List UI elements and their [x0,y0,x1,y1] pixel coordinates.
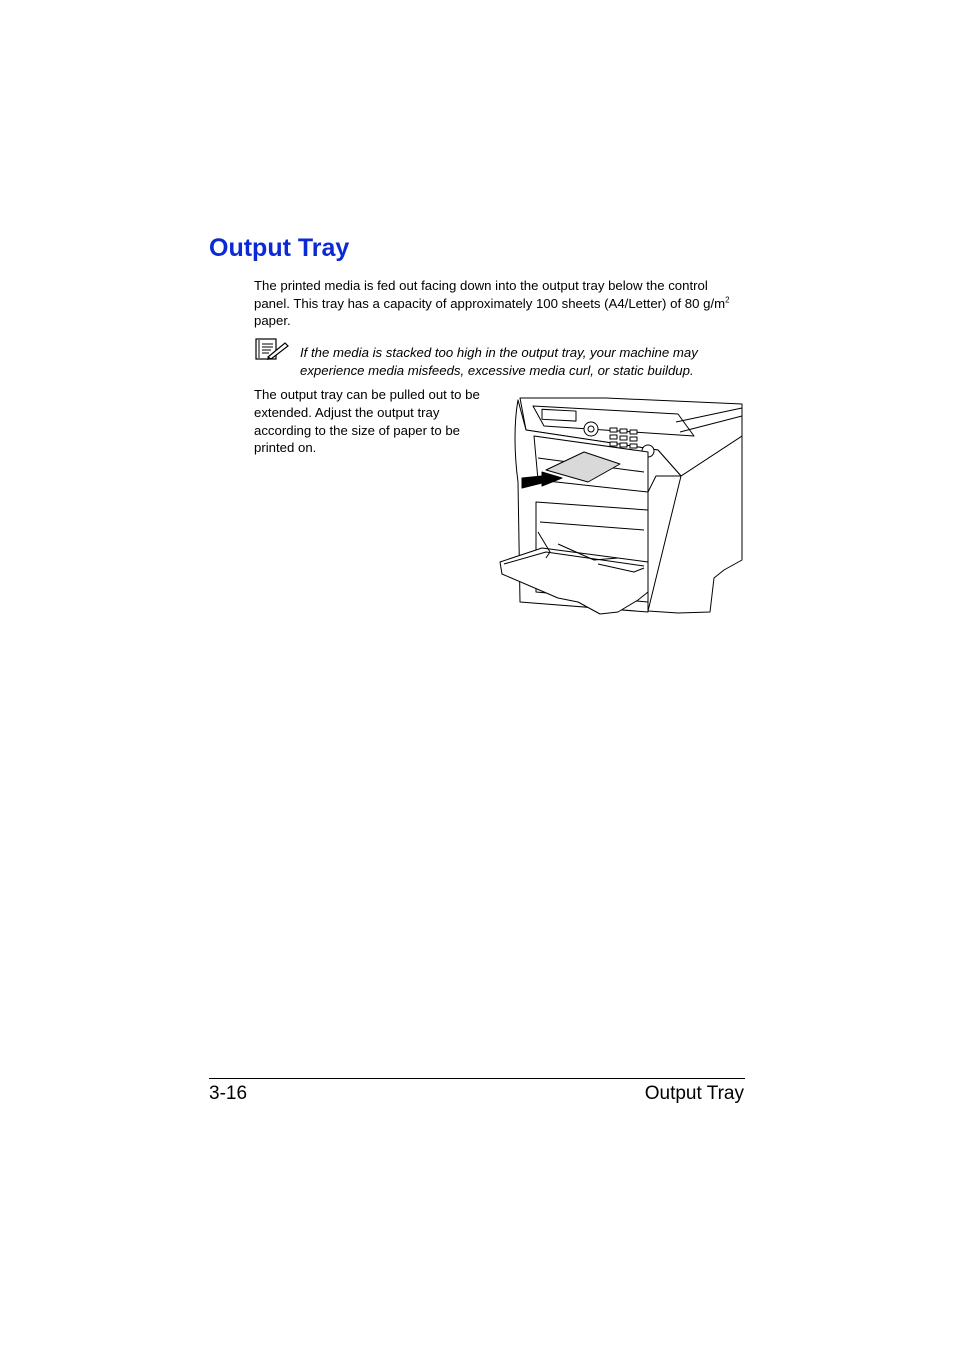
intro-paragraph [254,277,746,330]
footer-divider [209,1078,745,1079]
note-icon [254,337,290,361]
printer-output-tray-illustration [498,392,746,618]
intro-text-end: paper. [254,313,291,328]
page-number: 3-16 [209,1083,248,1104]
intro-text: The printed media is fed out facing down into the output tray below the control panel. This tray has a capacity of approximately 100 sheets (A4/Letter) of 80 g/m [254,278,726,311]
footer-section-name: Output Tray [644,1083,744,1104]
extend-paragraph: The output tray can be pulled out to be extended. Adjust the output tray according to the size of paper to be printed on. [254,387,480,456]
note-text: If the media is stacked too high in the output tray, your machine may experience media misfeeds, excessive media curl, or static buildup. [300,345,698,378]
unit-superscript: 2 [725,295,730,305]
page-title: Output Tray [209,234,350,262]
